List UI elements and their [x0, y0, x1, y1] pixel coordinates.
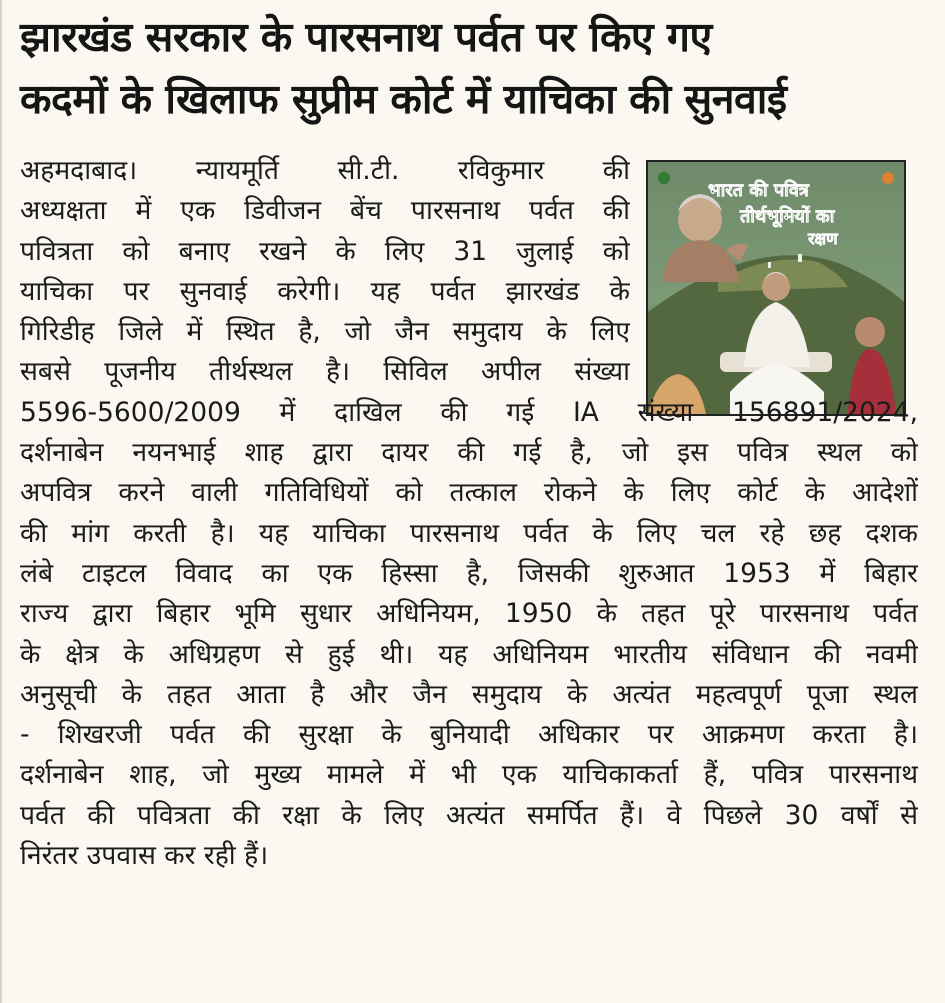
body-line: की मांग करती है। यह याचिका पारसनाथ पर्वत के लिए चल रहे छह दशक — [20, 517, 918, 549]
body-line: के क्षेत्र के अधिग्रहण से हुई थी। यह अधिनियम भारतीय संविधान की नवमी — [20, 638, 918, 670]
body-line: 5596-5600/2009 में दाखिल की गई IA संख्या 156891/2024, — [20, 396, 918, 428]
body-line: अहमदाबाद। न्यायमूर्ति सी.टी. रविकुमार की — [20, 155, 630, 186]
photo-caption-line-2: तीर्थभूमियों का — [740, 206, 835, 227]
body-line: पर्वत की पवित्रता की रक्षा के लिए अत्यंत समर्पित हैं। वे पिछले 30 वर्षों से — [20, 799, 918, 831]
body-line: दर्शनाबेन नयनभाई शाह द्वारा दायर की गई है, जो इस पवित्र स्थल को — [20, 437, 918, 469]
body-line: सबसे पूजनीय तीर्थस्थल है। सिविल अपील संख्या — [20, 356, 630, 388]
headline-line-2: कदमों के खिलाफ सुप्रीम कोर्ट में याचिका की सुनवाई — [20, 75, 787, 123]
article-body — [20, 151, 920, 876]
photo-caption-line-3: रक्षण — [808, 229, 838, 248]
body-line: निरंतर उपवास कर रही हैं। — [20, 840, 269, 872]
body-line: अनुसूची के तहत आता है और जैन समुदाय के अत्यंत महत्वपूर्ण पूजा स्थल — [20, 678, 918, 710]
body-line: - शिखरजी पर्वत की सुरक्षा के बुनियादी अधिकार पर आक्रमण करता है। — [20, 719, 918, 751]
article-headline — [20, 6, 935, 130]
body-line: गिरिडीह जिले में स्थित है, जो जैन समुदाय के लिए — [20, 316, 630, 348]
body-line: अपवित्र करने वाली गतिविधियों को तत्काल रोकने के लिए कोर्ट के आदेशों — [20, 477, 918, 509]
body-line: याचिका पर सुनवाई करेगी। यह पर्वत झारखंड के — [20, 275, 630, 307]
body-line: दर्शनाबेन शाह, जो मुख्य मामले में भी एक याचिकाकर्ता हैं, पवित्र पारसनाथ — [20, 759, 918, 791]
body-line: लंबे टाइटल विवाद का एक हिस्सा है, जिसकी शुरुआत 1953 में बिहार — [20, 557, 918, 589]
headline-line-1: झारखंड सरकार के पारसनाथ पर्वत पर किए गए — [20, 13, 712, 61]
body-line: पवित्रता को बनाए रखने के लिए 31 जुलाई को — [20, 235, 630, 267]
body-line: अध्यक्षता में एक डिवीजन बेंच पारसनाथ पर्वत की — [20, 195, 630, 227]
photo-caption-line-1: भारत की पवित्र — [708, 180, 809, 201]
body-line: राज्य द्वारा बिहार भूमि सुधार अधिनियम, 1950 के तहत पूरे पारसनाथ पर्वत — [20, 598, 918, 630]
